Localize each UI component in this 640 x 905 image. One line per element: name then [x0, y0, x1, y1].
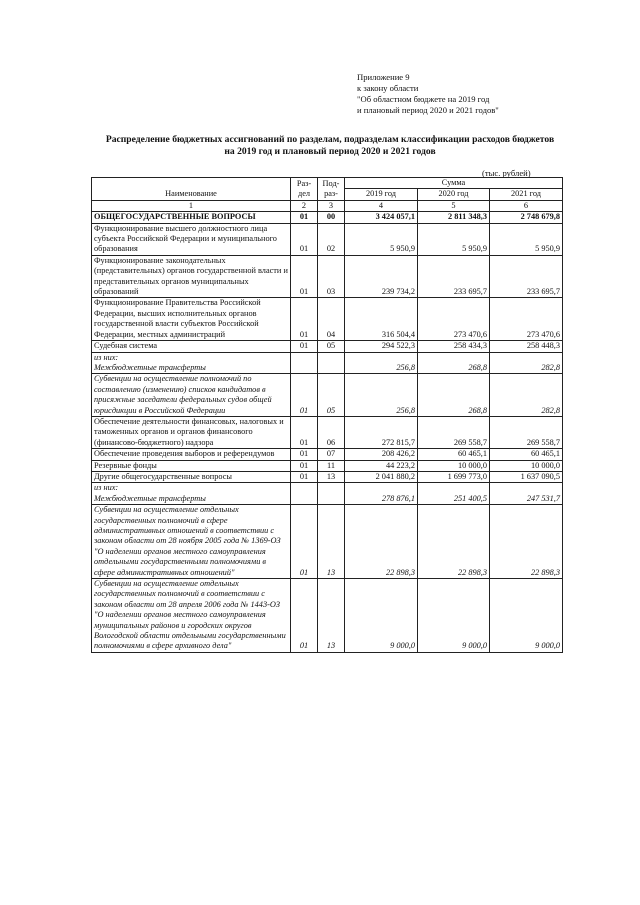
appendix-block — [357, 72, 499, 116]
table-row — [92, 449, 563, 460]
row-2019: 5 950,9 — [345, 223, 418, 255]
column-number: 1 — [92, 200, 291, 211]
table-row — [92, 483, 563, 494]
row-razdel: 01 — [291, 416, 318, 448]
row-razdel: 01 — [291, 212, 318, 223]
table-row — [92, 223, 563, 255]
row-razdel: 01 — [291, 298, 318, 341]
row-name: Субвенции на осуществление полномочий по составлению (изменению) списков кандидатов в присяжные заседатели федеральных судов общей юрисдикции в Российской Федерации — [92, 374, 291, 417]
column-number: 3 — [318, 200, 345, 211]
row-2020: 233 695,7 — [418, 255, 490, 298]
document-title — [60, 134, 600, 158]
row-2021: 22 898,3 — [490, 505, 563, 579]
row-name: Функционирование Правительства Российской Федерации, высших исполнительных органов государственной власти субъектов Российской Федерации, местных администраций — [92, 298, 291, 341]
row-razdel — [291, 494, 318, 505]
table-row — [92, 579, 563, 653]
row-2019: 2 041 880,2 — [345, 471, 418, 482]
row-2021 — [490, 483, 563, 494]
row-name: Другие общегосударственные вопросы — [92, 471, 291, 482]
column-number: 6 — [490, 200, 563, 211]
row-razdel: 01 — [291, 579, 318, 653]
header-podrazdel: Под- раз- — [318, 178, 345, 201]
header-year-2019: 2019 год — [345, 189, 418, 200]
table-row — [92, 298, 563, 341]
appendix-line: к закону области — [357, 83, 419, 93]
row-2021: 282,8 — [490, 363, 563, 374]
row-name: ОБЩЕГОСУДАРСТВЕННЫЕ ВОПРОСЫ — [92, 212, 291, 223]
table-row — [92, 494, 563, 505]
row-2021: 258 448,3 — [490, 341, 563, 352]
row-podrazdel — [318, 483, 345, 494]
row-2021: 247 531,7 — [490, 494, 563, 505]
row-name: Судебная система — [92, 341, 291, 352]
row-2020 — [418, 483, 490, 494]
row-2019: 22 898,3 — [345, 505, 418, 579]
row-2021: 60 465,1 — [490, 449, 563, 460]
row-2019: 44 223,2 — [345, 460, 418, 471]
budget-table — [91, 177, 563, 653]
row-razdel: 01 — [291, 255, 318, 298]
row-2020: 10 000,0 — [418, 460, 490, 471]
row-podrazdel: 05 — [318, 341, 345, 352]
row-2021: 233 695,7 — [490, 255, 563, 298]
appendix-line: и плановый период 2020 и 2021 годов" — [357, 105, 499, 115]
row-2020: 251 400,5 — [418, 494, 490, 505]
table-row — [92, 255, 563, 298]
row-2019: 278 876,1 — [345, 494, 418, 505]
table-row — [92, 341, 563, 352]
row-razdel: 01 — [291, 471, 318, 482]
units-label: (тыс. рублей) — [482, 168, 531, 178]
table-row — [92, 352, 563, 363]
row-2021: 269 558,7 — [490, 416, 563, 448]
row-razdel: 01 — [291, 341, 318, 352]
column-number-row — [92, 200, 563, 211]
row-podrazdel: 04 — [318, 298, 345, 341]
row-podrazdel: 02 — [318, 223, 345, 255]
header-sum: Сумма — [345, 178, 563, 189]
row-2020: 1 699 773,0 — [418, 471, 490, 482]
row-2019: 9 000,0 — [345, 579, 418, 653]
row-podrazdel: 13 — [318, 579, 345, 653]
row-2021: 5 950,9 — [490, 223, 563, 255]
row-2019: 256,8 — [345, 363, 418, 374]
row-podrazdel — [318, 352, 345, 363]
row-razdel: 01 — [291, 449, 318, 460]
row-2021: 9 000,0 — [490, 579, 563, 653]
row-razdel — [291, 363, 318, 374]
row-podrazdel: 06 — [318, 416, 345, 448]
header-year-2020: 2020 год — [418, 189, 490, 200]
row-2019 — [345, 483, 418, 494]
column-number: 5 — [418, 200, 490, 211]
row-podrazdel: 07 — [318, 449, 345, 460]
row-name: Субвенции на осуществление отдельных государственных полномочий в сфере административных отношений в соответствии с законом области от 28 ноября 2005 года № 1369-ОЗ "О наделении органов местного самоуправления отдельными государственными полномочиями в сфере административных отношений" — [92, 505, 291, 579]
row-2019 — [345, 352, 418, 363]
table-row — [92, 505, 563, 579]
row-2019: 256,8 — [345, 374, 418, 417]
row-name: Резервные фонды — [92, 460, 291, 471]
column-number: 4 — [345, 200, 418, 211]
row-2020: 60 465,1 — [418, 449, 490, 460]
table-row — [92, 374, 563, 417]
row-name: из них: — [92, 352, 291, 363]
row-2020: 269 558,7 — [418, 416, 490, 448]
row-podrazdel — [318, 494, 345, 505]
row-2020: 5 950,9 — [418, 223, 490, 255]
row-razdel — [291, 483, 318, 494]
row-name: из них: — [92, 483, 291, 494]
row-name: Обеспечение деятельности финансовых, налоговых и таможенных органов и органов финансового (финансово-бюджетного) надзора — [92, 416, 291, 448]
row-2019: 239 734,2 — [345, 255, 418, 298]
row-2020: 268,8 — [418, 363, 490, 374]
row-razdel: 01 — [291, 460, 318, 471]
column-number: 2 — [291, 200, 318, 211]
row-podrazdel — [318, 363, 345, 374]
row-2020: 2 811 348,3 — [418, 212, 490, 223]
header-year-2021: 2021 год — [490, 189, 563, 200]
row-2019: 3 424 057,1 — [345, 212, 418, 223]
row-2020 — [418, 352, 490, 363]
row-name: Межбюджетные трансферты — [92, 494, 291, 505]
row-name: Функционирование высшего должностного лица субъекта Российской Федерации и муниципального образования — [92, 223, 291, 255]
row-2020: 258 434,3 — [418, 341, 490, 352]
appendix-line: Приложение 9 — [357, 72, 410, 82]
row-2021: 1 637 090,5 — [490, 471, 563, 482]
row-razdel: 01 — [291, 223, 318, 255]
row-podrazdel: 13 — [318, 471, 345, 482]
row-2019: 294 522,3 — [345, 341, 418, 352]
row-name: Субвенции на осуществление отдельных государственных полномочий в соответствии с законом области от 28 апреля 2006 года № 1443-ОЗ "О наделении органов местного самоуправления муниципальных районов и городских округов Вологодской области отдельными государственными полномочиями в сфере архивного дела" — [92, 579, 291, 653]
row-podrazdel: 11 — [318, 460, 345, 471]
row-2021 — [490, 352, 563, 363]
table-row — [92, 460, 563, 471]
header-razdel: Раз- дел — [291, 178, 318, 201]
row-2020: 22 898,3 — [418, 505, 490, 579]
header-row — [92, 178, 563, 189]
table-row — [92, 471, 563, 482]
title-line: на 2019 год и плановый период 2020 и 2021 годов — [224, 146, 436, 157]
appendix-line: "Об областном бюджете на 2019 год — [357, 94, 490, 104]
row-podrazdel: 00 — [318, 212, 345, 223]
row-razdel — [291, 352, 318, 363]
row-2021: 282,8 — [490, 374, 563, 417]
table-row — [92, 363, 563, 374]
row-name: Межбюджетные трансферты — [92, 363, 291, 374]
row-2019: 208 426,2 — [345, 449, 418, 460]
title-line: Распределение бюджетных ассигнований по разделам, подразделам классификации расходов бюджетов — [105, 134, 555, 145]
row-name: Функционирование законодательных (представительных) органов государственной власти и представительных органов муниципальных образований — [92, 255, 291, 298]
row-2020: 268,8 — [418, 374, 490, 417]
row-razdel: 01 — [291, 505, 318, 579]
row-2020: 9 000,0 — [418, 579, 490, 653]
table-row — [92, 416, 563, 448]
row-podrazdel: 13 — [318, 505, 345, 579]
row-2021: 2 748 679,8 — [490, 212, 563, 223]
row-2021: 273 470,6 — [490, 298, 563, 341]
header-name: Наименование — [92, 178, 291, 201]
table-row — [92, 212, 563, 223]
row-2019: 316 504,4 — [345, 298, 418, 341]
row-podrazdel: 05 — [318, 374, 345, 417]
row-name: Обеспечение проведения выборов и референдумов — [92, 449, 291, 460]
row-2019: 272 815,7 — [345, 416, 418, 448]
row-2020: 273 470,6 — [418, 298, 490, 341]
row-razdel: 01 — [291, 374, 318, 417]
row-podrazdel: 03 — [318, 255, 345, 298]
row-2021: 10 000,0 — [490, 460, 563, 471]
